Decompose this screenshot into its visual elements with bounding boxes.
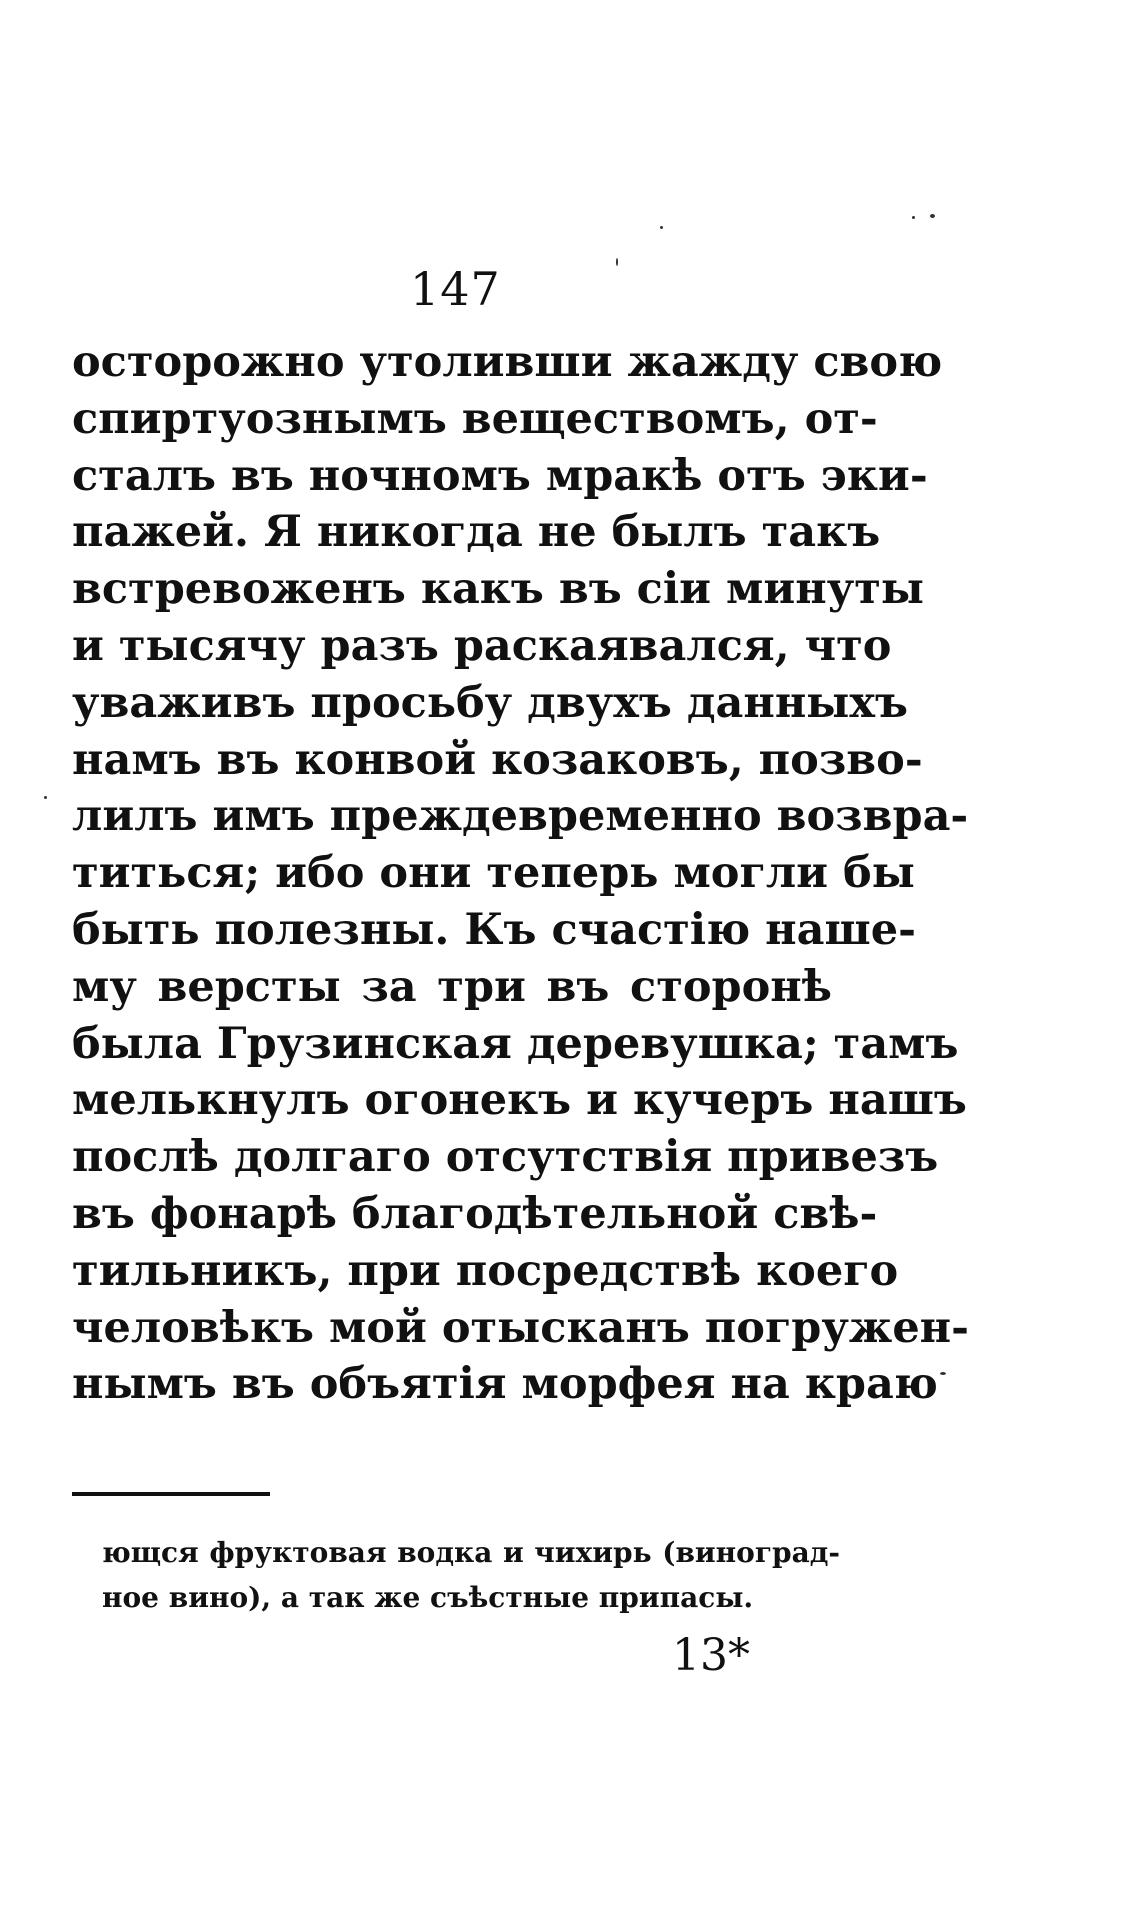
scan-speck <box>660 226 663 229</box>
text-line: нымъ въ объятія морфея на краю <box>72 1359 938 1410</box>
footnote-line: ное вино), а так же съѣстные припасы. <box>102 1581 754 1614</box>
text-line: послѣ долгаго отсутствія привезъ <box>72 1132 939 1183</box>
main-text <box>72 334 969 1413</box>
footnote-rule <box>72 1492 270 1496</box>
text-line: намъ въ конвой козаковъ, позво- <box>72 734 923 785</box>
footnote <box>102 1530 840 1620</box>
scan-speck <box>912 216 915 219</box>
text-line: въ фонарѣ благодѣтельной свѣ- <box>72 1188 878 1239</box>
scan-speck <box>616 258 618 266</box>
signature-mark: 13* <box>672 1630 750 1681</box>
text-line: человѣкъ мой отысканъ погружен- <box>72 1302 969 1353</box>
text-line: лилъ имъ преждевременно возвра- <box>72 791 969 842</box>
page-number: 147 <box>410 262 501 316</box>
text-line: и тысячу разъ раскаявался, что <box>72 620 892 671</box>
text-line: быть полезны. Къ счастію наше- <box>72 904 916 955</box>
text-line: мелькнулъ огонекъ и кучеръ нашъ <box>72 1075 967 1126</box>
footnote-line: ющся фруктовая водка и чихирь (виноград- <box>102 1536 840 1569</box>
text-line: титься; ибо они теперь могли бы <box>72 848 915 899</box>
text-line: уваживъ просьбу двухъ данныхъ <box>72 677 909 728</box>
text-line: пажей. Я никогда не былъ такъ <box>72 507 881 558</box>
text-line: встревоженъ какъ въ сіи минуты <box>72 564 925 615</box>
text-line: сталъ въ ночномъ мракѣ отъ эки- <box>72 450 928 501</box>
text-line: спиртуознымъ веществомъ, от- <box>72 393 878 444</box>
text-line: осторожно утоливши жажду свою <box>72 337 943 387</box>
scan-speck <box>44 796 47 799</box>
scan-speck <box>940 1372 946 1375</box>
text-line: му версты за три въ сторонѣ <box>72 961 832 1012</box>
text-line: была Грузинская деревушка; тамъ <box>72 1018 959 1069</box>
text-line: тильникъ, при посредствѣ коего <box>72 1245 899 1296</box>
scan-speck <box>930 214 935 218</box>
